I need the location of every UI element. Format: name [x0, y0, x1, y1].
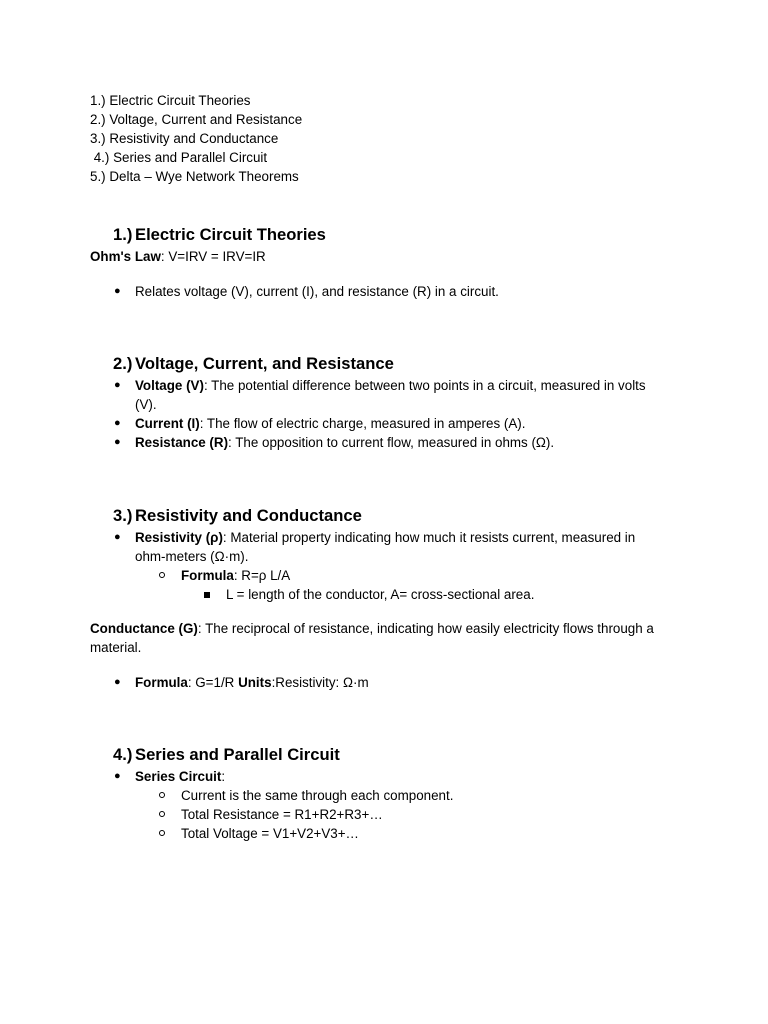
section-3-heading [113, 505, 362, 527]
bullet-icon: ● [114, 285, 121, 297]
toc-item-3: 3.) Resistivity and Conductance [90, 131, 279, 146]
ohms-law-text: : V=IRV = IRV=IR [160, 249, 266, 264]
bullet-icon: ● [114, 531, 121, 543]
resistivity-item [135, 528, 665, 566]
hollow-bullet-icon [159, 792, 165, 798]
section-number: 2.) [113, 354, 133, 373]
toc-item-4: 4.) Series and Parallel Circuit [90, 150, 268, 165]
item-label: Voltage (V) [135, 378, 204, 393]
current-item [135, 414, 525, 433]
section-number: 3.) [113, 506, 133, 525]
section-number: 4.) [113, 745, 133, 764]
units-label: Units [238, 675, 272, 690]
bullet-icon: ● [114, 379, 121, 391]
toc-item-1: 1.) Electric Circuit Theories [90, 93, 251, 108]
conductance-text: : The reciprocal of resistance, indicating how easily electricity flows through a material. [90, 621, 654, 655]
section-title: Electric Circuit Theories [135, 225, 326, 244]
section-1-heading [113, 224, 326, 246]
toc-item-2: 2.) Voltage, Current and Resistance [90, 112, 303, 127]
series-colon: : [221, 769, 226, 784]
hollow-bullet-icon [159, 811, 165, 817]
conductance-paragraph [90, 619, 680, 657]
formula-label: Formula [181, 568, 234, 583]
bullet-icon: ● [114, 417, 121, 429]
formula-text: : R=ρ L/A [233, 568, 291, 583]
voltage-item [135, 376, 670, 414]
section-title: Voltage, Current, and Resistance [135, 354, 394, 373]
hollow-bullet-icon [159, 572, 165, 578]
formula-note: L = length of the conductor, A= cross-sectional area. [226, 587, 535, 602]
section-number: 1.) [113, 225, 133, 244]
ohms-law-label: Ohm's Law [90, 249, 161, 264]
section-title: Series and Parallel Circuit [135, 745, 340, 764]
item-text: : The flow of electric charge, measured in amperes (A). [199, 416, 526, 431]
bullet-icon: ● [114, 436, 121, 448]
toc-item-5: 5.) Delta – Wye Network Theorems [90, 169, 299, 184]
conductance-formula-item [135, 673, 369, 692]
bullet-icon: ● [114, 770, 121, 782]
series-sub-item: Total Resistance = R1+R2+R3+… [181, 807, 383, 822]
formula-text: : G=1/R [187, 675, 239, 690]
resistance-item [135, 433, 554, 452]
item-label: Current (I) [135, 416, 200, 431]
item-text: : Material property indicating how much it resists current, measured in ohm-meters (Ω·m). [135, 530, 636, 564]
formula-item [181, 566, 290, 585]
item-label: Resistivity (ρ) [135, 530, 223, 545]
series-sub-item: Total Voltage = V1+V2+V3+… [181, 826, 359, 841]
series-sub-item: Current is the same through each component. [181, 788, 454, 803]
series-label: Series Circuit [135, 769, 222, 784]
conductance-label: Conductance (G) [90, 621, 198, 636]
section-2-heading [113, 353, 394, 375]
ohms-law-line [90, 247, 266, 266]
item-text: : The potential difference between two points in a circuit, measured in volts (V). [135, 378, 646, 412]
series-circuit-item [135, 767, 225, 786]
units-text: :Resistivity: Ω·m [271, 675, 369, 690]
item-label: Resistance (R) [135, 435, 229, 450]
item-text: : The opposition to current flow, measured in ohms (Ω). [228, 435, 555, 450]
section-4-heading [113, 744, 340, 766]
section-title: Resistivity and Conductance [135, 506, 362, 525]
s1-bullet-text: Relates voltage (V), current (I), and resistance (R) in a circuit. [135, 284, 499, 299]
square-bullet-icon [204, 592, 210, 598]
hollow-bullet-icon [159, 830, 165, 836]
bullet-icon: ● [114, 676, 121, 688]
formula-label: Formula [135, 675, 188, 690]
